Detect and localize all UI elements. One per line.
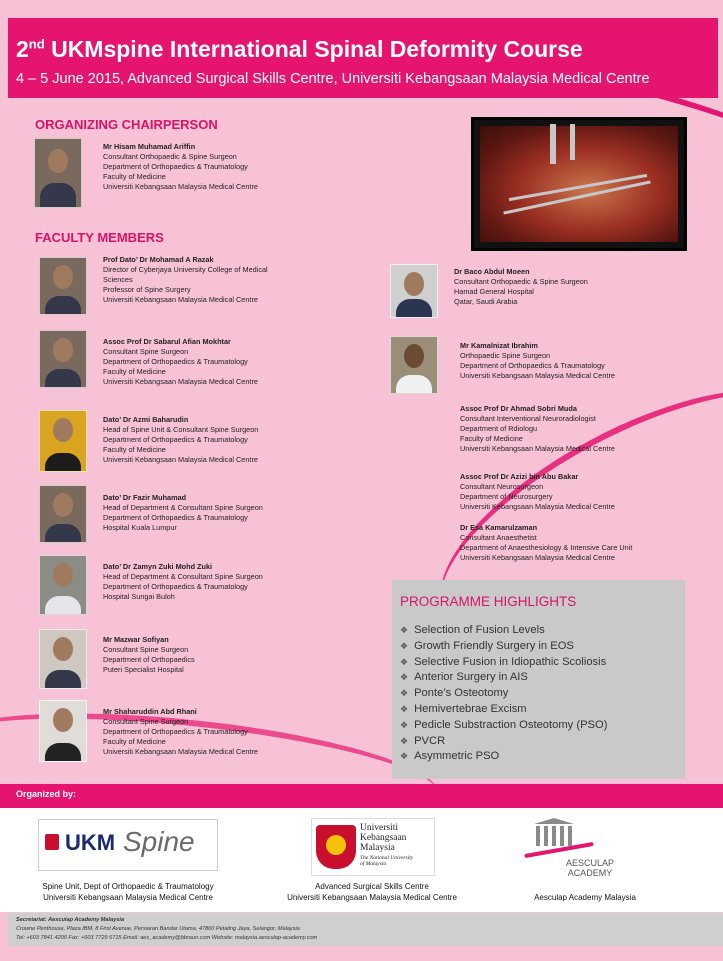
chairperson-photo [34,138,82,208]
ukmspine-caption: Spine Unit, Dept of Orthopaedic & Traumatology Universiti Kebangsaan Malaysia Medical Centre [42,882,214,902]
bottom-strip [0,946,723,961]
programme-highlights-box [392,580,685,779]
surgery-photo [471,117,687,251]
organizers-panel [0,808,723,912]
diamond-bullet-icon: ❖ [400,640,409,651]
faculty-info: Assoc Prof Dr Azizi bin Abu Bakar Consultant Neurosurgeon Department of Neurosurgery Universiti Kebangsaan Malaysia Medical Centre [460,472,615,511]
programme-item: ❖ PVCR [400,734,446,747]
diamond-bullet-icon: ❖ [400,719,409,730]
ukmspine-logo: UKM Spine [38,819,218,871]
programme-item: ❖ Anterior Surgery in AIS [400,671,528,684]
programme-item: ❖ Selection of Fusion Levels [400,624,545,636]
faculty-info: Mr Kamalnizat Ibrahim Orthopaedic Spine Surgeon Department of Orthopaedics & Traumatology Universiti Kebangsaan Malaysia Medical Centre [460,341,615,380]
programme-list [400,623,607,765]
faculty-photo [39,555,87,615]
faculty-photo [390,264,438,318]
diamond-bullet-icon: ❖ [400,656,409,667]
faculty-info: Dato’ Dr Fazir Muhamad Head of Department & Consultant Spine Surgeon Department of Orthopaedics & Traumatology Hospital Kuala Lumpur [103,493,263,532]
programme-item: ❖ Growth Friendly Surgery in EOS [400,639,574,652]
faculty-info: Assoc Prof Dr Sabarul Afian Mokhtar Consultant Spine Surgeon Department of Orthopaedics & Traumatology Faculty of Medicine Universiti Kebangsaan Malaysia Medical Centre [103,337,258,386]
secretariat-footer: Secretariat: Aesculap Academy Malaysia Crowne Penthouse, Plaza IBM, 8 First Avenue, Persiaran Bandar Utama, 47800 Petaling Jaya, Selangor, Malaysia Tel: +603 7841 4200 Fax: +603 7729 6715 Email: aes_academy@bbraun.com Website: malaysia.aesculap-academy.com [8,913,723,946]
organized-by-bar: Organized by: [0,784,723,808]
temple-columns-icon [536,826,572,846]
diamond-bullet-icon: ❖ [400,735,409,746]
aesculap-caption: Aesculap Academy Malaysia [534,893,636,902]
faculty-info: Dr Baco Abdul Moeen Consultant Orthopaedic & Spine Surgeon Hamad General Hospital Qatar, Saudi Arabia [454,267,588,306]
faculty-photo [39,629,87,689]
faculty-info: Mr Shaharuddin Abd Rhani Consultant Spine Surgeon Department of Orthopaedics & Traumatology Faculty of Medicine Universiti Kebangsaan Malaysia Medical Centre [103,707,258,756]
chairperson-info: Mr Hisam Muhamad Ariffin Consultant Orthopaedic & Spine Surgeon Department of Orthopaedics & Traumatology Faculty of Medicine Universiti Kebangsaan Malaysia Medical Centre [103,142,258,191]
programme-item: ❖ Selective Fusion in Idiopathic Scoliosis [400,655,607,668]
programme-item: ❖ Hemivertebrae Excism [400,702,527,715]
aesculap-academy-logo: AESCULAP ACADEMY [522,818,632,882]
assc-caption: Advanced Surgical Skills Centre Universiti Kebangsaan Malaysia Medical Centre [287,882,457,902]
programme-item: ❖ Asymmetric PSO [400,750,500,763]
programme-heading: PROGRAMME HIGHLIGHTS [400,594,577,609]
faculty-photo [39,410,87,472]
ukm-crest-icon [316,825,356,869]
course-subtitle: 4 – 5 June 2015, Advanced Surgical Skills Centre, Universiti Kebangsaan Malaysia Medical Centre [16,71,650,87]
ukm-university-logo: Universiti Kebangsaan Malaysia The National University of Malaysia [311,818,435,876]
faculty-info: Mr Mazwar Sofiyan Consultant Spine Surgeon Department of Orthopaedics Puteri Specialist Hospital [103,635,195,674]
faculty-info: Dato’ Dr Azmi Baharudin Head of Spine Unit & Consultant Spine Surgeon Department of Orthopaedics & Traumatology Faculty of Medicine Universiti Kebangsaan Malaysia Medical Centre [103,415,259,464]
faculty-photo [39,485,87,543]
faculty-photo [390,336,438,394]
chairperson-heading: ORGANIZING CHAIRPERSON [35,117,218,132]
title-banner [8,18,718,98]
ukm-crest-icon [45,834,59,850]
faculty-photo [39,330,87,388]
faculty-info: Dr Esa Kamarulzaman Consultant Anaesthetist Department of Anaesthesiology & Intensive Care Unit Universiti Kebangsaan Malaysia Medical Centre [460,523,633,562]
programme-item: ❖ Ponte’s Osteotomy [400,687,509,700]
faculty-info: Prof Dato’ Dr Mohamad A Razak Director of Cyberjaya University College of Medical Sciences Professor of Spine Surgery Universiti Kebangsaan Malaysia Medical Centre [103,255,268,304]
faculty-info: Assoc Prof Dr Ahmad Sobri Muda Consultant Interventional Neuroradiologist Department of Rdiologu Faculty of Medicine Universiti Kebangsaan Malaysia Medical Centre [460,404,615,453]
diamond-bullet-icon: ❖ [400,688,409,699]
course-title: 2nd UKMspine International Spinal Deformity Course [16,36,583,62]
diamond-bullet-icon: ❖ [400,625,409,635]
faculty-photo [39,700,87,762]
diamond-bullet-icon: ❖ [400,703,409,714]
programme-item: ❖ Pedicle Substraction Osteotomy (PSO) [400,718,608,731]
temple-roof-icon [534,818,574,824]
diamond-bullet-icon: ❖ [400,672,409,683]
diamond-bullet-icon: ❖ [400,751,409,762]
faculty-photo [39,257,87,315]
faculty-info: Dato’ Dr Zamyn Zuki Mohd Zuki Head of Department & Consultant Spine Surgeon Department of Orthopaedics & Traumatology Hospital Sungai Buloh [103,562,263,601]
faculty-heading: FACULTY MEMBERS [35,230,164,245]
